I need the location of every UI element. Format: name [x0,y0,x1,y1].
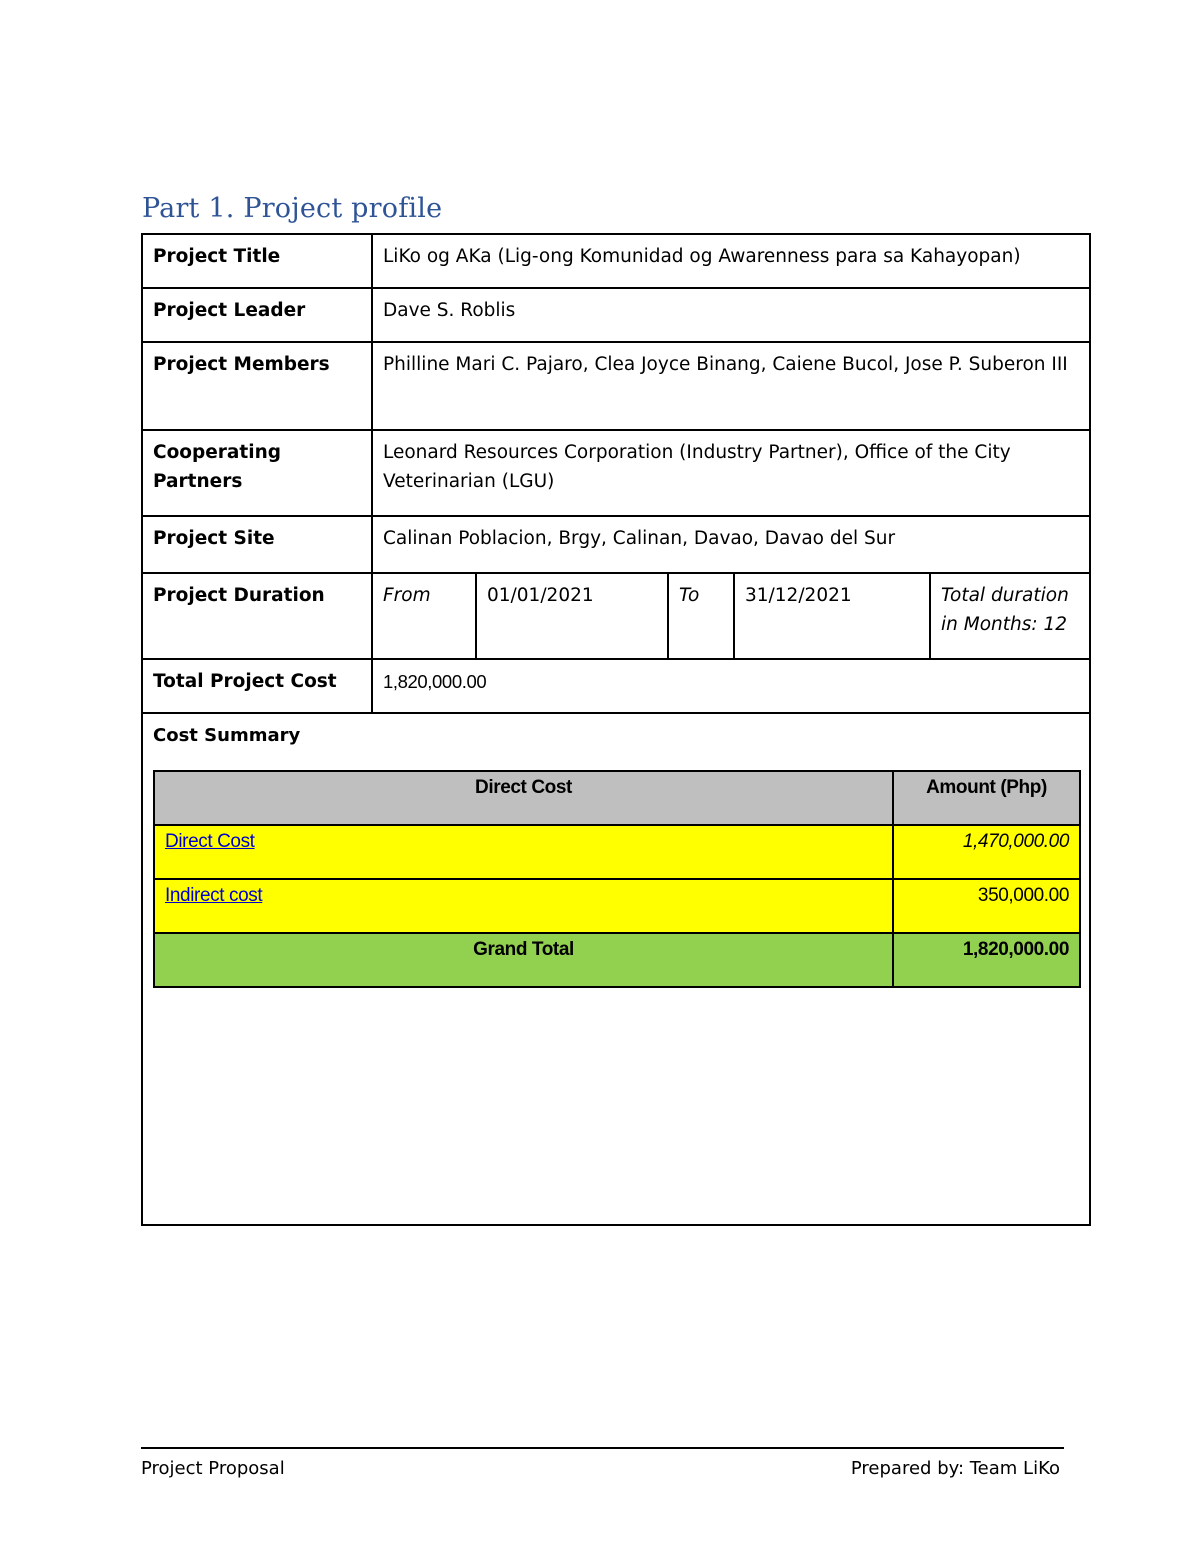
project-site-value: Calinan Poblacion, Brgy, Calinan, Davao, Davao del Sur [372,516,1090,573]
total-duration: Total duration in Months: 12 [930,573,1090,659]
indirect-cost-amount: 350,000.00 [893,879,1080,933]
cost-summary-row [142,713,1090,1225]
cost-header-row [154,771,1080,825]
cooperating-partners-row [142,430,1090,516]
duration-to-value: 31/12/2021 [734,573,930,659]
amount-column-header: Amount (Php) [893,771,1080,825]
project-duration-row [142,573,1090,659]
grand-total-label: Grand Total [154,933,893,987]
project-leader-row [142,288,1090,342]
project-profile-table [141,233,1091,1226]
direct-cost-amount: 1,470,000.00 [893,825,1080,879]
cost-row-indirect [154,879,1080,933]
project-title-value: LiKo og AKa (Lig-ong Komunidad og Awarenness para sa Kahayopan) [372,234,1090,288]
direct-cost-link[interactable]: Direct Cost [165,830,255,852]
cost-summary-label: Cost Summary [153,725,301,746]
cost-row-direct [154,825,1080,879]
duration-from-label: From [372,573,476,659]
project-duration-label: Project Duration [142,573,372,659]
project-members-value: Philline Mari C. Pajaro, Clea Joyce Binang, Caiene Bucol, Jose P. Suberon III [372,342,1090,430]
project-title-row [142,234,1090,288]
project-leader-value: Dave S. Roblis [372,288,1090,342]
project-leader-label: Project Leader [142,288,372,342]
indirect-cost-link[interactable]: Indirect cost [165,884,263,906]
duration-from-value: 01/01/2021 [476,573,668,659]
project-title-label: Project Title [142,234,372,288]
project-site-label: Project Site [142,516,372,573]
cooperating-partners-label: Cooperating Partners [142,430,372,516]
total-project-cost-row [142,659,1090,713]
project-members-label: Project Members [142,342,372,430]
cost-summary-table [153,770,1081,988]
footer-prepared-by: Prepared by: Team LiKo [850,1458,1060,1479]
footer-divider [141,1447,1064,1449]
page-heading: Part 1. Project profile [142,193,443,224]
grand-total-amount: 1,820,000.00 [893,933,1080,987]
grand-total-row [154,933,1080,987]
project-members-row [142,342,1090,430]
cooperating-partners-value: Leonard Resources Corporation (Industry Partner), Office of the City Veterinarian (LGU) [372,430,1090,516]
total-project-cost-label: Total Project Cost [142,659,372,713]
duration-to-label: To [668,573,734,659]
direct-cost-column-header: Direct Cost [154,771,893,825]
footer-document-title: Project Proposal [141,1458,285,1479]
indirect-cost-cell [154,879,893,933]
total-project-cost-value: 1,820,000.00 [372,659,1090,713]
project-site-row [142,516,1090,573]
direct-cost-cell [154,825,893,879]
cost-summary-cell [142,713,1090,1225]
